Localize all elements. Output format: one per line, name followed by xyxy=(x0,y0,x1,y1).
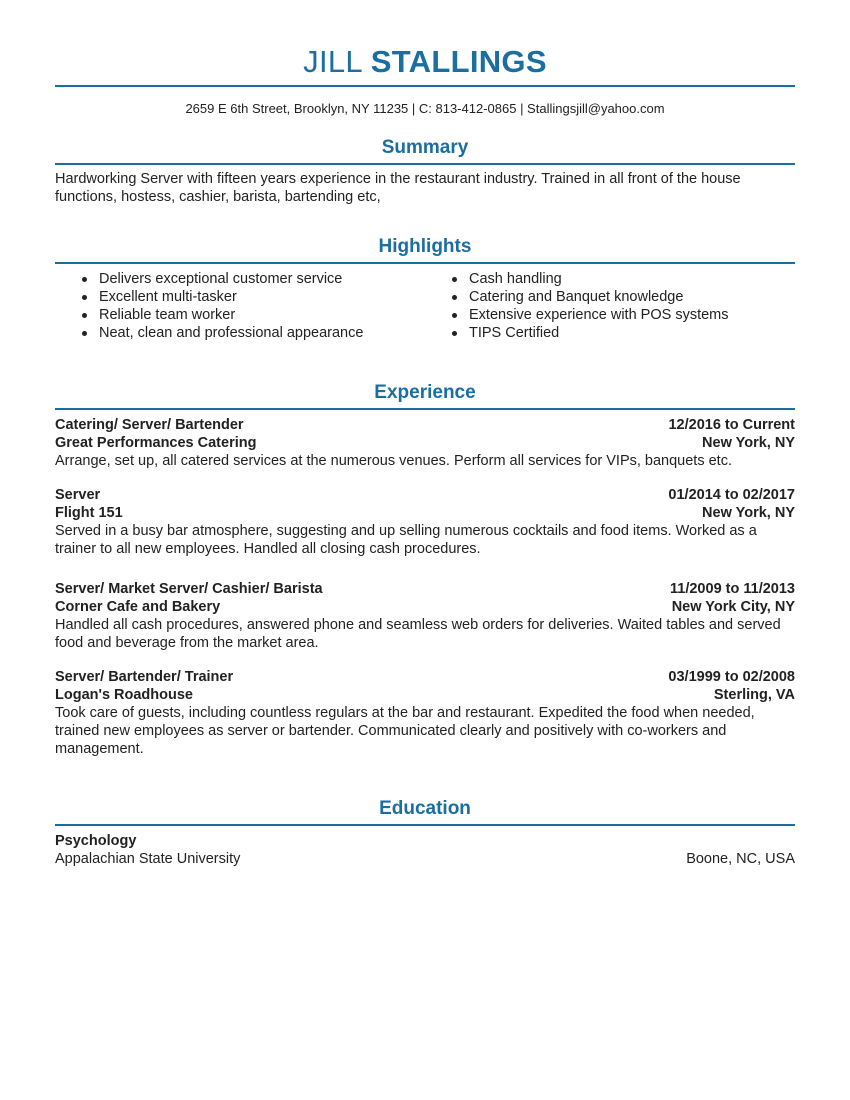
education-degree-row xyxy=(55,832,795,850)
bullet-icon xyxy=(82,313,87,318)
job-company: Great Performances Catering xyxy=(55,435,257,451)
highlight-item xyxy=(55,306,425,324)
job-location: New York City, NY xyxy=(671,599,795,615)
section-divider xyxy=(55,163,795,165)
highlight-item xyxy=(425,324,795,342)
bullet-icon xyxy=(452,277,457,282)
job-company-row xyxy=(55,434,795,452)
highlight-text: TIPS Certified xyxy=(469,325,560,341)
section-title-education: Education xyxy=(379,798,471,819)
job-company-row xyxy=(55,504,795,522)
job-company-row xyxy=(55,686,795,704)
contact-line: 2659 E 6th Street, Brooklyn, NY 11235 | C: 813-412-0865 | Stallingsjill@yahoo.com xyxy=(185,101,665,116)
job-location: New York, NY xyxy=(702,505,795,521)
highlight-item xyxy=(425,270,795,288)
job-dates: 03/1999 to 02/2008 xyxy=(668,669,795,685)
job-header-row xyxy=(55,668,795,686)
job-entry xyxy=(55,416,795,470)
job-company-row xyxy=(55,598,795,616)
highlight-item xyxy=(425,306,795,324)
candidate-name xyxy=(55,44,795,84)
highlight-text: Cash handling xyxy=(469,271,562,287)
job-entry xyxy=(55,668,795,758)
highlight-text: Excellent multi-tasker xyxy=(99,289,237,305)
highlight-text: Reliable team worker xyxy=(99,307,236,323)
job-description: Took care of guests, including countless regulars at the bar and restaurant. Expedited the food when needed, trained new employees as server or bartender. Communicated clearly and positively with co-workers and management. xyxy=(55,705,755,757)
job-header-row xyxy=(55,416,795,434)
section-title-summary: Summary xyxy=(381,137,469,158)
highlights-right-column xyxy=(425,270,795,342)
job-location: New York, NY xyxy=(702,435,795,451)
highlight-item xyxy=(55,270,425,288)
job-company: Flight 151 xyxy=(55,505,123,521)
education-school: Appalachian State University xyxy=(55,851,241,867)
job-role: Server/ Market Server/ Cashier/ Barista xyxy=(55,581,323,597)
highlights-section xyxy=(55,235,795,342)
resume-page xyxy=(55,0,795,868)
highlight-text: Neat, clean and professional appearance xyxy=(99,325,364,341)
job-company: Logan's Roadhouse xyxy=(55,687,193,703)
job-header-row xyxy=(55,486,795,504)
job-description: Handled all cash procedures, answered phone and seamless web orders for deliveries. Waited tables and served food and beverage from the market area. xyxy=(55,617,781,651)
job-company: Corner Cafe and Bakery xyxy=(55,599,221,615)
last-name: STALLINGS xyxy=(370,44,547,79)
job-dates: 01/2014 to 02/2017 xyxy=(668,487,795,503)
highlight-item xyxy=(55,288,425,306)
job-role: Server/ Bartender/ Trainer xyxy=(55,669,234,685)
experience-section xyxy=(55,381,795,758)
job-dates: 12/2016 to Current xyxy=(668,417,795,433)
education-entry xyxy=(55,832,795,868)
section-divider xyxy=(55,824,795,826)
job-dates: 11/2009 to 11/2013 xyxy=(670,581,795,597)
education-section xyxy=(55,797,795,868)
summary-text: Hardworking Server with fifteen years experience in the restaurant industry. Trained in all front of the house functions, hostess, cashier, barista, bartending etc, xyxy=(55,171,741,205)
bullet-icon xyxy=(82,295,87,300)
job-header-row xyxy=(55,580,795,598)
job-role: Catering/ Server/ Bartender xyxy=(55,417,244,433)
job-entry xyxy=(55,486,795,558)
highlight-text: Delivers exceptional customer service xyxy=(99,271,343,287)
job-role: Server xyxy=(55,487,101,503)
education-location: Boone, NC, USA xyxy=(686,851,795,867)
job-location: Sterling, VA xyxy=(713,687,795,703)
section-divider xyxy=(55,262,795,264)
education-school-row xyxy=(55,850,795,868)
section-divider xyxy=(55,408,795,410)
bullet-icon xyxy=(452,295,457,300)
highlights-list xyxy=(55,270,795,342)
job-entry xyxy=(55,580,795,652)
highlight-item xyxy=(55,324,425,342)
bullet-icon xyxy=(452,331,457,336)
bullet-icon xyxy=(82,277,87,282)
highlight-text: Catering and Banquet knowledge xyxy=(469,289,684,305)
bullet-icon xyxy=(452,313,457,318)
header-divider xyxy=(55,85,795,87)
job-description: Served in a busy bar atmosphere, suggesting and up selling numerous cocktails and food items. Worked as a trainer to all new employees. Handled all closing cash procedures. xyxy=(55,523,757,557)
first-name: JILL xyxy=(303,44,362,79)
education-degree: Psychology xyxy=(55,833,137,849)
job-description: Arrange, set up, all catered services at the numerous venues. Perform all services for VIPs, banquets etc. xyxy=(55,453,732,469)
section-title-highlights: Highlights xyxy=(378,236,472,257)
section-title-experience: Experience xyxy=(374,382,476,403)
highlight-item xyxy=(425,288,795,306)
highlights-left-column xyxy=(55,270,425,342)
bullet-icon xyxy=(82,331,87,336)
highlight-text: Extensive experience with POS systems xyxy=(469,307,729,323)
summary-section xyxy=(55,136,795,206)
